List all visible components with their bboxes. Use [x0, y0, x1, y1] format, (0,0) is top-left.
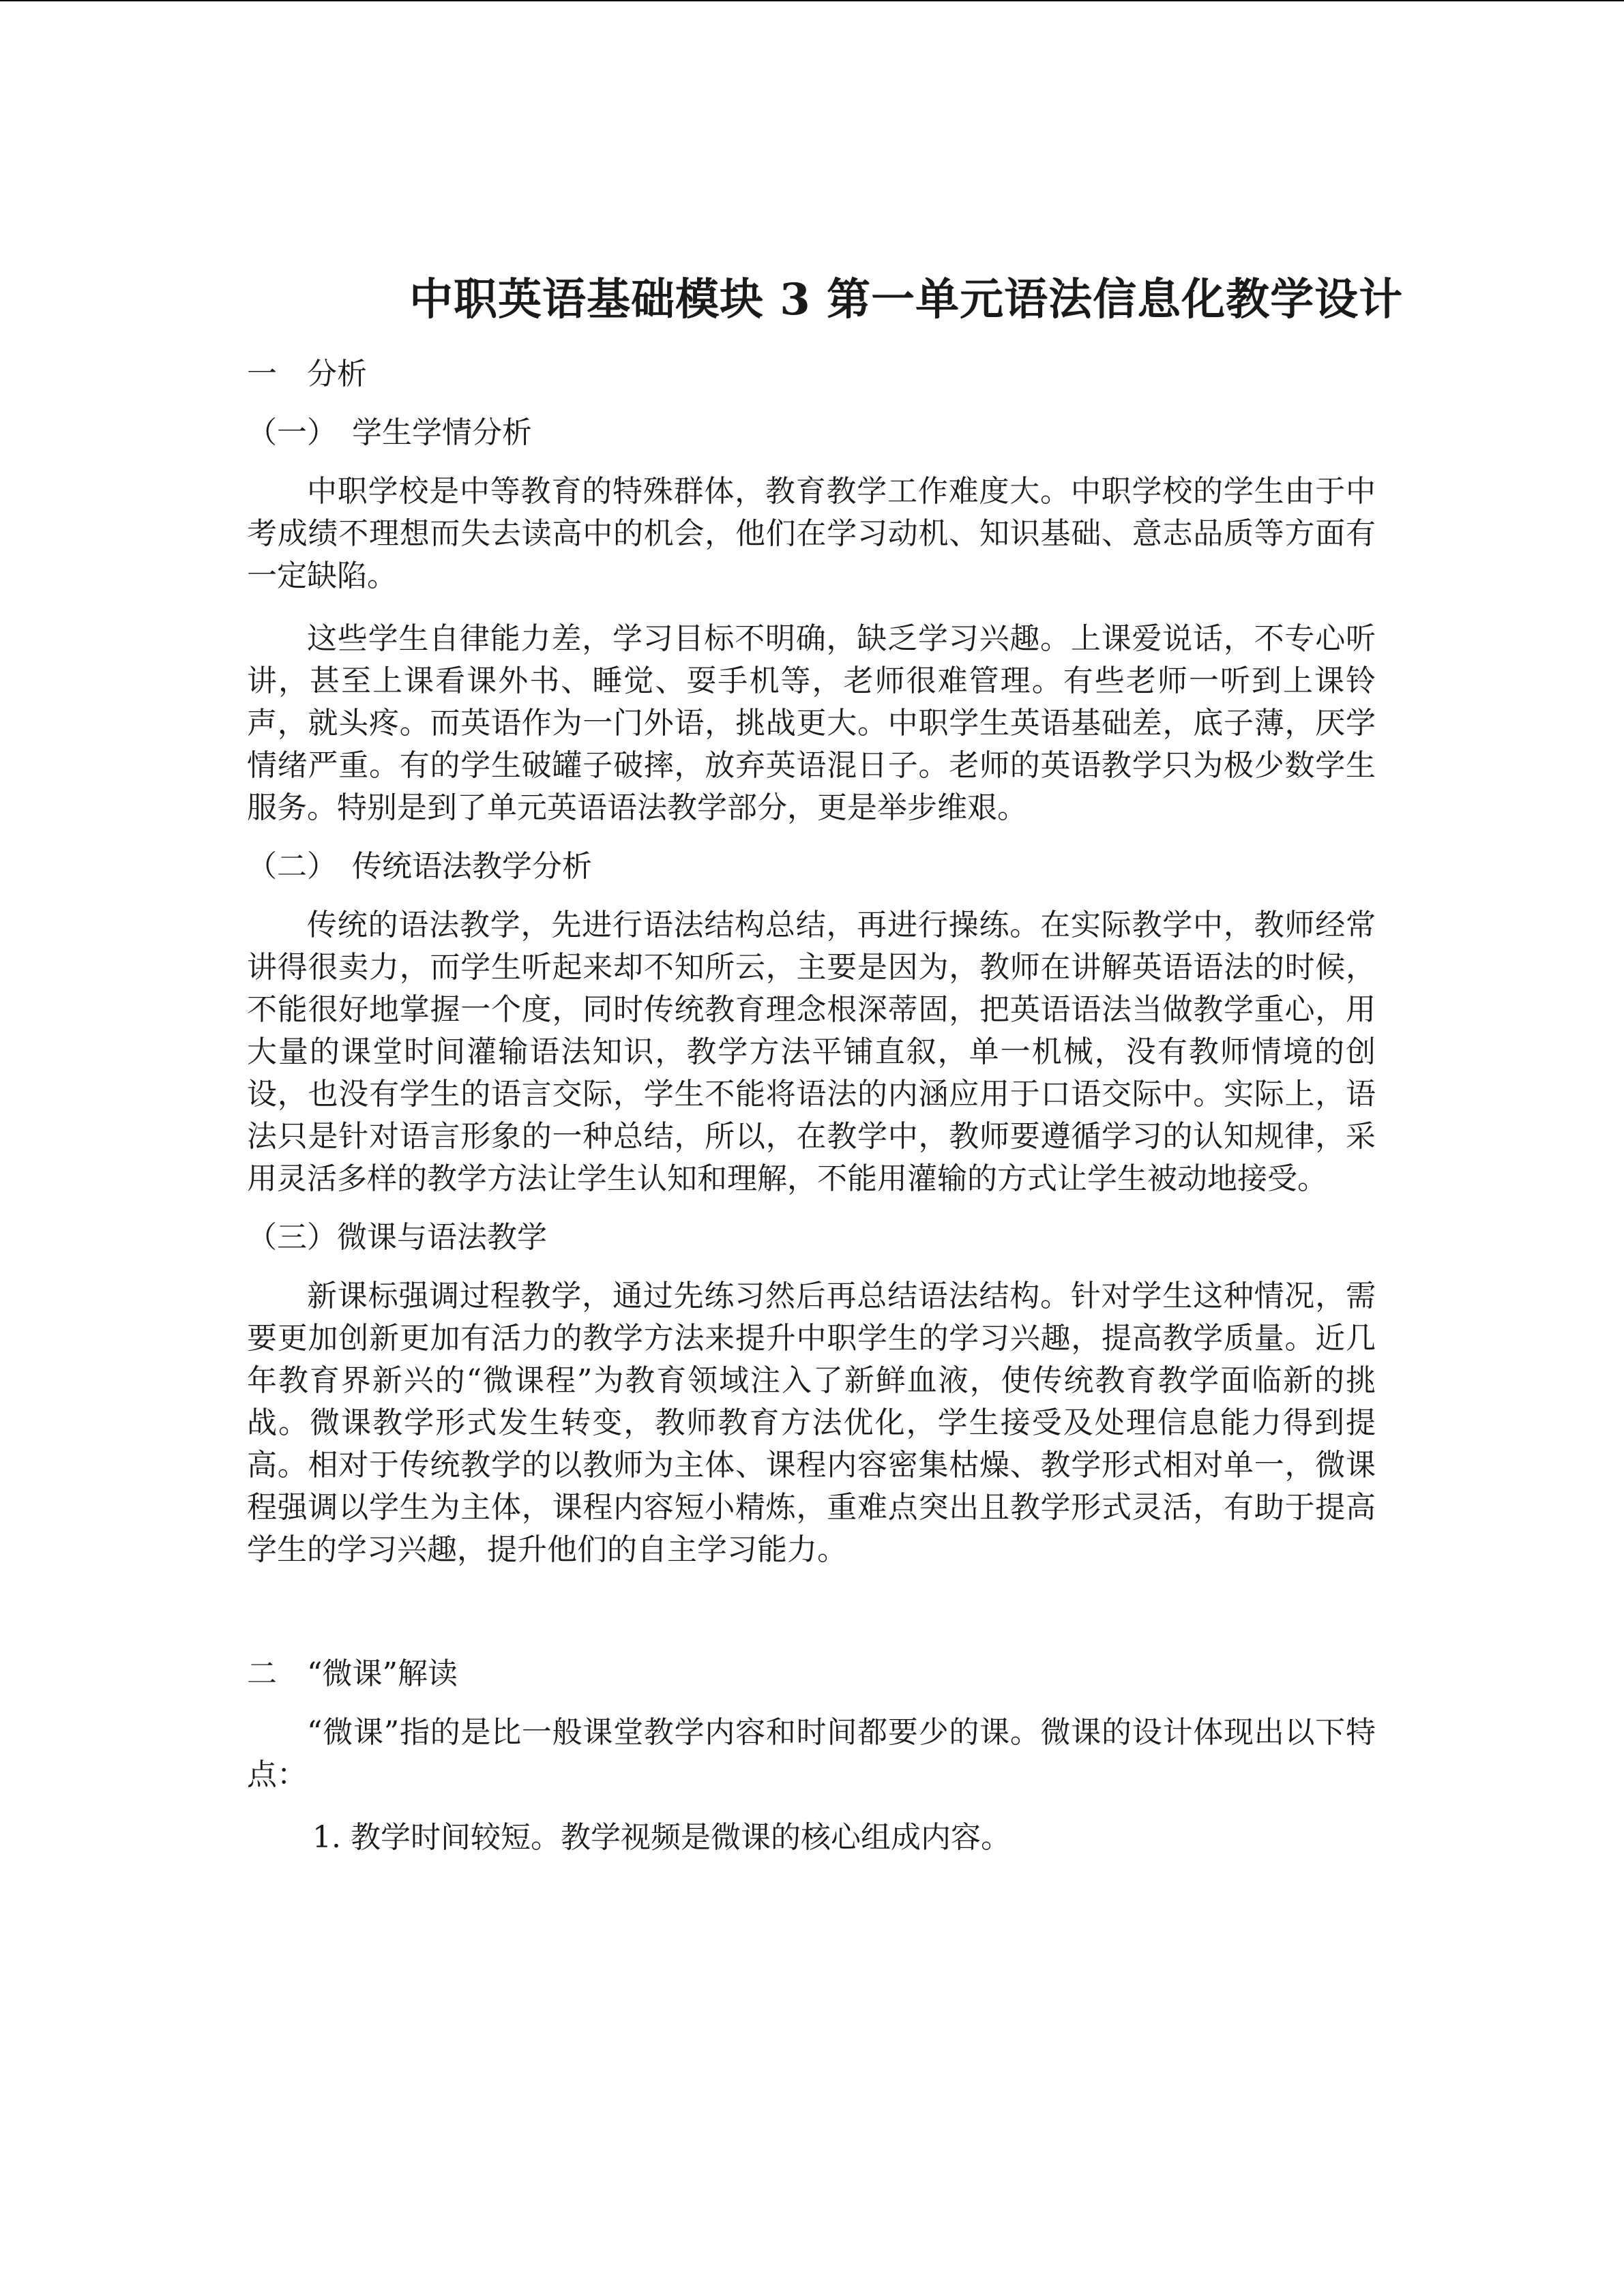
paragraph: 传统的语法教学，先进行语法结构总结，再进行操练。在实际教学中，教师经常讲得很卖力，而学生听起来却不知所云，主要是因为，教师在讲解英语语法的时候，不能很好地掌握一个度，同时传统教育理念根深蒂固，把英语语法当做教学重心，用大量的课堂时间灌输语法知识，教学方法平铺直叙，单一机械，没有教师情境的创设，也没有学生的语言交际，学生不能将语法的内涵应用于口语交际中。实际上，语法只是针对语言形象的一种总结，所以，在教学中，教师要遵循学习的认知规律，采用灵活多样的教学方法让学生认知和理解，不能用灌输的方式让学生被动地接受。	[247, 908, 1376, 1196]
list-item: 1. 教学时间较短。教学视频是微课的核心组成内容。	[312, 1820, 1011, 1855]
section-heading-analysis: 一 分析	[247, 357, 367, 391]
paragraph: 中职学校是中等教育的特殊群体，教育教学工作难度大。中职学校的学生由于中考成绩不理想而失去读高中的机会，他们在学习动机、知识基础、意志品质等方面有一定缺陷。	[247, 474, 1376, 593]
subsection-heading-student-analysis: （一） 学生学情分析	[247, 415, 532, 450]
section-heading-microlesson: 二 “微课”解读	[247, 1656, 458, 1691]
paragraph: “微课”指的是比一般课堂教学内容和时间都要少的课。微课的设计体现出以下特点：	[247, 1715, 1376, 1792]
top-border-line	[0, 0, 1624, 1]
paragraph: 新课标强调过程教学，通过先练习然后再总结语法结构。针对学生这种情况，需要更加创新更加有活力的教学方法来提升中职学生的学习兴趣，提高教学质量。近几年教育界新兴的“微课程”为教育领域注入了新鲜血液，使传统教育教学面临新的挑战。微课教学形式发生转变，教师教育方法优化，学生接受及处理信息能力得到提高。相对于传统教学的以教师为主体、课程内容密集枯燥、教学形式相对单一，微课程强调以学生为主体，课程内容短小精炼，重难点突出且教学形式灵活，有助于提高学生的学习兴趣，提升他们的自主学习能力。	[247, 1279, 1376, 1567]
paragraph: 这些学生自律能力差，学习目标不明确，缺乏学习兴趣。上课爱说话，不专心听讲，甚至上课看课外书、睡觉、耍手机等，老师很难管理。有些老师一听到上课铃声，就头疼。而英语作为一门外语，挑战更大。中职学生英语基础差，底子薄，厌学情绪严重。有的学生破罐子破摔，放弃英语混日子。老师的英语教学只为极少数学生服务。特别是到了单元英语语法教学部分，更是举步维艰。	[247, 621, 1376, 825]
subsection-heading-traditional-grammar: （二） 传统语法教学分析	[247, 849, 592, 884]
document-title: 中职英语基础模块 3 第一单元语法信息化教学设计	[409, 274, 1404, 325]
document-body	[247, 353, 1376, 1859]
subsection-heading-microlesson-grammar: （三）微课与语法教学	[247, 1220, 547, 1255]
